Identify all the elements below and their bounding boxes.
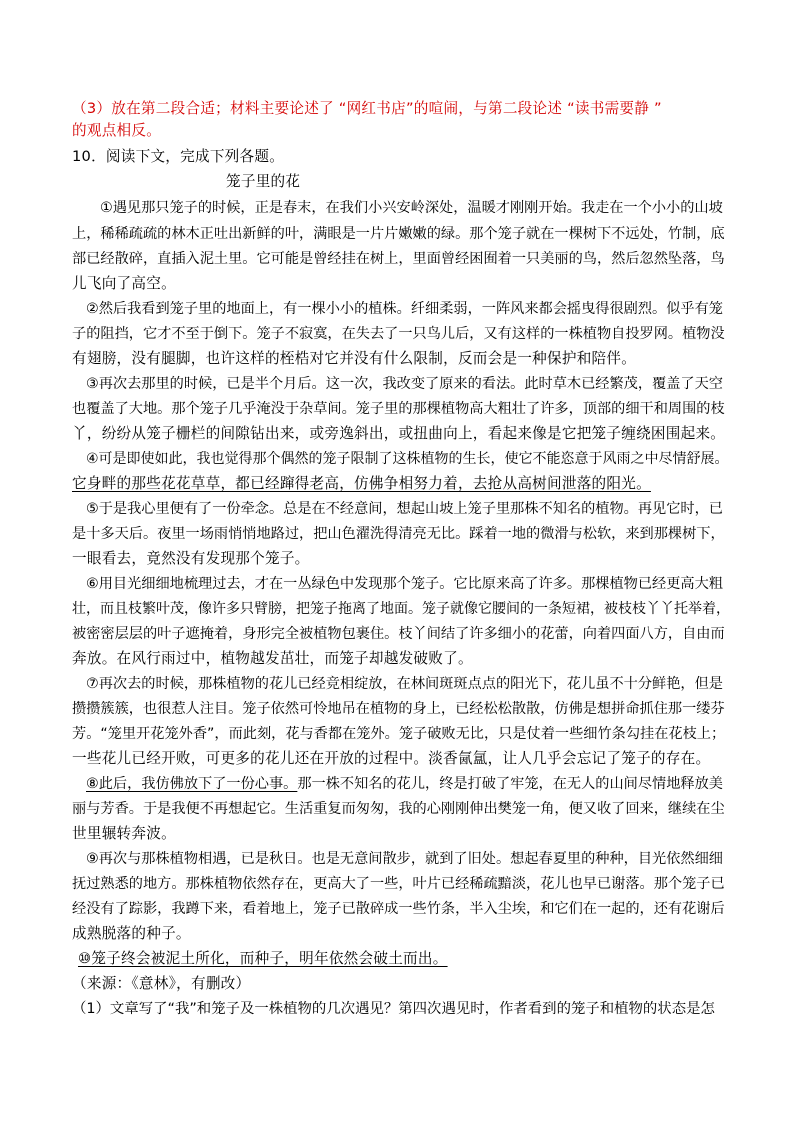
paragraph-6-line: ⑥用目光细细地梳理过去，才在一丛绿色中发现那个笼子。它比原来高了许多。那棵植物已经更高大粗 bbox=[86, 576, 723, 592]
paragraph-8-line: 世里辗转奔波。 bbox=[72, 825, 176, 842]
paragraph-8-first-line-rest: 那一株不知名的花儿，终是打破了牢笼，在无人的山间尽情地释放美 bbox=[297, 776, 723, 792]
paragraph-8-first-line bbox=[86, 773, 723, 795]
paragraph-9-line: 抚过熟悉的地方。那株植物依然存在，更高大了一些，叶片已经稀疏黯淡，花儿也早已谢落。那个笼子已 bbox=[72, 876, 725, 892]
paragraph-5-line: 是十多天后。夜里一场雨悄悄地路过，把山色濯洗得清亮无比。踩着一地的微滑与松软，来到那棵树下， bbox=[72, 526, 725, 542]
paragraph-6-line: 奔放。在风行雨过中，植物越发茁壮，而笼子却越发破败了。 bbox=[72, 650, 473, 667]
question-header: 10．阅读下文，完成下列各题。 bbox=[72, 148, 285, 165]
paragraph-9-line: 成熟脱落的种子。 bbox=[72, 925, 191, 942]
paragraph-1-line: 部已经散碎，直插入泥土里。它可能是曾经挂在树上，里面曾经困囿着一只美丽的鸟，然后忽然坠落，鸟 bbox=[72, 251, 725, 267]
paragraph-6-line: 壮，而且枝繁叶茂，像许多只臂膀，把笼子拖离了地面。笼子就像它腰间的一条短裙，被枝枝丫丫托举着， bbox=[72, 601, 730, 617]
paragraph-3-line: 也覆盖了大地。那个笼子几乎淹没于杂草间。笼子里的那棵植物高大粗壮了许多，顶部的细干和周围的枝 bbox=[72, 401, 725, 417]
paragraph-4-line: ④可是即使如此，我也觉得那个偶然的笼子限制了这株植物的生长，使它不能恣意于风雨之中尽情舒展。 bbox=[86, 451, 729, 467]
answer-3-line-2: 的观点相反。 bbox=[72, 122, 162, 139]
paragraph-2-line: ②然后我看到笼子里的地面上，有一棵小小的植株。纤细柔弱，一阵风来都会摇曳得很剧烈。似乎有笼 bbox=[86, 301, 723, 317]
paragraph-7-line: 芳。“笼里开花笼外香”，而此刻，花与香都在笼外。笼子破败无比，只是仗着一些细竹条勾挂在花枝上； bbox=[72, 726, 726, 742]
paragraph-6-line: 被密密层层的叶子遮掩着，身形完全被植物包裹住。枝丫间结了许多细小的花蕾，向着四面八方，自由而 bbox=[72, 626, 725, 642]
paragraph-3-line: ③再次去那里的时候，已是半个月后。这一次，我改变了原来的看法。此时草木已经繁茂，覆盖了天空 bbox=[86, 376, 723, 392]
paragraph-7-line: 一些花儿已经开败，可更多的花儿还在开放的过程中。淡香氤氲，让人几乎会忘记了笼子的存在。 bbox=[72, 750, 711, 767]
paragraph-3-line: 丫，纷纷从笼子栅栏的间隙钻出来，或旁逸斜出，或扭曲向上，看起来像是它把笼子缠绕困围起来。 bbox=[72, 425, 726, 442]
paragraph-10-underlined: ⑩笼子终会被泥土所化，而种子，明年依然会破土而出。 bbox=[78, 950, 448, 967]
answer-3-line-1: （3）放在第二段合适；材料主要论述了 “网红书店”的喧闹，与第二段论述 “读书需要静 ” bbox=[72, 100, 662, 117]
paragraph-4-underlined-line: 它身畔的那些花花草草，都已经蹿得老高，仿佛争相努力着，去抢从高树间泄落的阳光。 bbox=[72, 475, 651, 492]
passage-title: 笼子里的花 bbox=[226, 173, 301, 190]
paragraph-5-line: 一眼看去，竟然没有发现那个笼子。 bbox=[72, 550, 310, 567]
paragraph-1-line: 上，稀稀疏疏的林木正吐出新鲜的叶，满眼是一片片嫩嫩的绿。那个笼子就在一棵树下不远处，竹制，底 bbox=[72, 226, 725, 242]
paragraph-7-line: ⑦再次去的时候，那株植物的花儿已经竞相绽放，在林间斑斑点点的阳光下，花儿虽不十分鲜艳，但是 bbox=[86, 676, 723, 692]
paragraph-7-line: 攒攒簇簇，也很惹人注目。笼子依然可怜地吊在植物的身上，已经松松散散，仿佛是想拼命抓住那一缕芬 bbox=[72, 701, 725, 717]
paragraph-2-line: 有翅膀，没有腿脚，也许这样的桎梏对它并没有什么限制，反而会是一种保护和陪伴。 bbox=[72, 350, 637, 367]
subquestion-1: （1）文章写了“我”和笼子及一株植物的几次遇见？第四次遇见时，作者看到的笼子和植物的状态是怎 bbox=[72, 1001, 715, 1017]
source-note: （来源：《意林》，有删改） bbox=[72, 975, 251, 992]
paragraph-8-line: 丽与芳香。于是我便不再想起它。生活重复而匆匆，我的心刚刚伸出樊笼一角，便又收了回来，继续在尘 bbox=[72, 801, 725, 817]
paragraph-1-line: ①遇见那只笼子的时候，正是春末，在我们小兴安岭深处，温暖才刚刚开始。我走在一个小小的山坡 bbox=[100, 200, 723, 216]
paragraph-5-line: ⑤于是我心里便有了一份牵念。总是在不经意间，想起山坡上笼子里那株不知名的植物。再见它时，已 bbox=[86, 501, 723, 517]
paragraph-8-underlined-phrase: ⑧此后，我仿佛放下了一份心事。 bbox=[86, 776, 298, 792]
paragraph-9-line: 经没有了踪影，我蹲下来，看着地上，笼子已散碎成一些竹条，半入尘埃，和它们在一起的，还有花谢后 bbox=[72, 901, 725, 917]
paragraph-9-line: ⑨再次与那株植物相遇，已是秋日。也是无意间散步，就到了旧处。想起春夏里的种种，目光依然细细 bbox=[86, 851, 723, 867]
paragraph-2-line: 子的阻挡，它才不至于倒下。笼子不寂寞，在失去了一只鸟儿后，又有这样的一株植物自投罗网。植物没 bbox=[72, 326, 725, 342]
paragraph-1-line: 儿飞向了高空。 bbox=[72, 275, 176, 292]
